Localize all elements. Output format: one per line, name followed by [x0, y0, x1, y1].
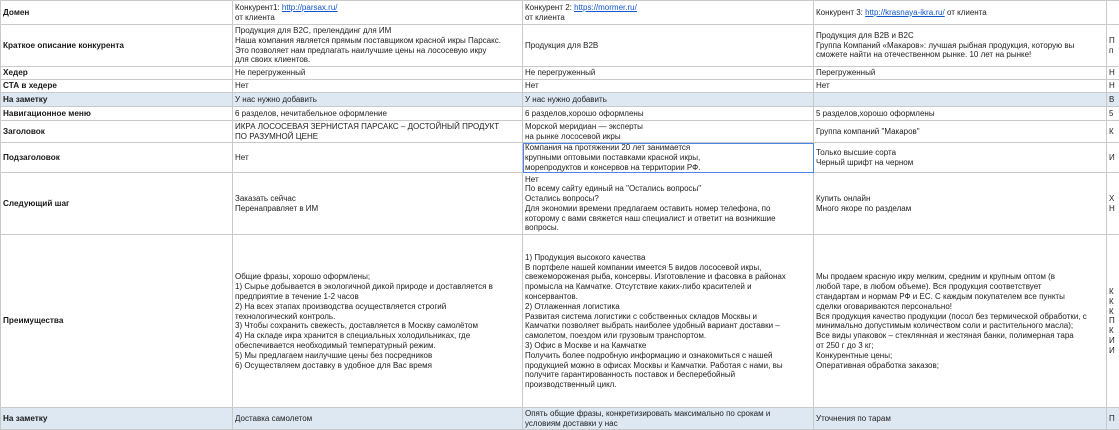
cell-c3-advantages[interactable]: Мы продаем красную икру мелким, средним и крупным оптом (в любой таре, в любом объеме). Вся продукция соответствует стандартам и нормам РФ и ЕС. С каждым покупателем все пункты сделки оговариваются персонально! Вся продукция качество продукции (посол без термической обработки, с минимально допустимым количеством соли и растительного масла); Все виды упаковок – стеклянная и жестяная банки, полимерная тара от 250 г до 3 кг; Конкурентные цены; Оперативная обработка заказов;: [814, 235, 1107, 408]
cell-c4-header[interactable]: Н: [1107, 67, 1119, 80]
cell-c4-description[interactable]: П п: [1107, 25, 1119, 67]
cell-c3-header[interactable]: Перегруженный: [814, 67, 1107, 80]
competitor-2-link[interactable]: https://mormer.ru/: [574, 2, 637, 12]
prefix: Конкурент1:: [235, 2, 282, 12]
cell-competitor-1-domain[interactable]: [233, 1, 523, 25]
suffix: от клиента: [235, 12, 275, 22]
cell-c2-cta[interactable]: Нет: [523, 80, 814, 93]
row-label-description[interactable]: Краткое описание конкурента: [1, 25, 233, 67]
cell-c3-title[interactable]: Группа компаний "Макаров": [814, 121, 1107, 143]
table-row: [1, 408, 1119, 430]
cell-competitor-2-domain[interactable]: [523, 1, 814, 25]
cell-c1-cta[interactable]: Нет: [233, 80, 523, 93]
row-label-title[interactable]: Заголовок: [1, 121, 233, 143]
prefix: Конкурент 2:: [525, 2, 575, 12]
cell-c1-next-step[interactable]: Заказать сейчас Перенаправляет в ИМ: [233, 173, 523, 235]
cell-competitor-3-domain[interactable]: [814, 1, 1107, 25]
cell-c2-title[interactable]: Морской меридиан — эксперты на рынке лососевой икры: [523, 121, 814, 143]
suffix: от клиента: [944, 7, 987, 17]
competitor-1-link[interactable]: http://parsax.ru/: [281, 2, 338, 12]
cell-c1-description[interactable]: Продукция для В2С, преленддинг для ИМ Наша компания является прямым поставщиком красной икры Парсакс. Это позволяет нам предлагать наилучшие цены на лососевую икру для своих клиентов.: [233, 25, 523, 67]
cell-c3-description[interactable]: Продукция для В2В и В2С Группа Компаний «Макаров»: лучшая рыбная продукция, которую вы сможете найти на отечественном рынке. 10 лет на рынке!: [814, 25, 1107, 67]
cell-c2-header[interactable]: Не перегруженный: [523, 67, 814, 80]
cell-c1-note-2[interactable]: Доставка самолетом: [233, 408, 523, 430]
row-label-note-2[interactable]: На заметку: [1, 408, 233, 430]
cell-c3-note[interactable]: [814, 93, 1107, 107]
row-label-header[interactable]: Хедер: [1, 67, 233, 80]
row-label-advantages[interactable]: Преимущества: [1, 235, 233, 408]
cell-c3-navigation[interactable]: 5 разделов,хорошо оформлены: [814, 107, 1107, 121]
cell-c1-title[interactable]: ИКРА ЛОСОСЕВАЯ ЗЕРНИСТАЯ ПАРСАКС – ДОСТОЙНЫЙ ПРОДУКТ ПО РАЗУМНОЙ ЦЕНЕ: [233, 121, 523, 143]
competitor-3-link[interactable]: http://krasnaya-ikra.ru/: [865, 7, 945, 17]
table-row: [1, 25, 1119, 67]
cell-c4-note-2[interactable]: П: [1107, 408, 1119, 430]
cell-c3-subtitle[interactable]: Только высшие сорта Черный шрифт на черном: [814, 143, 1107, 173]
suffix: от клиента: [525, 12, 565, 22]
cell-competitor-4-domain[interactable]: [1107, 1, 1119, 25]
row-label-next-step[interactable]: Следующий шаг: [1, 173, 233, 235]
cell-c4-navigation[interactable]: 5: [1107, 107, 1119, 121]
cell-c2-note[interactable]: У нас нужно добавить: [523, 93, 814, 107]
cell-c4-cta[interactable]: Н: [1107, 80, 1119, 93]
cell-c2-next-step[interactable]: Нет По всему сайту единый на "Остались вопросы" Остались вопросы? Для экономии времени предлагаем оставить номер телефона, по которому с вами свяжется наш специалист и ответит на возникшие вопросы.: [523, 173, 814, 235]
cell-c4-subtitle[interactable]: И: [1107, 143, 1119, 173]
cell-c4-note[interactable]: В: [1107, 93, 1119, 107]
cell-c2-note-2[interactable]: Опять общие фразы, конкретизировать максимально по срокам и условиям доставки у нас: [523, 408, 814, 430]
table-row: [1, 143, 1119, 173]
table-row: [1, 121, 1119, 143]
row-label-domain[interactable]: Домен: [1, 1, 233, 25]
cell-c1-note[interactable]: У нас нужно добавить: [233, 93, 523, 107]
cell-c4-advantages[interactable]: К К К П К И И: [1107, 235, 1119, 408]
cell-c2-description[interactable]: Продукция для В2В: [523, 25, 814, 67]
cell-c4-next-step[interactable]: Х Н: [1107, 173, 1119, 235]
cell-c3-cta[interactable]: Нет: [814, 80, 1107, 93]
cell-c4-title[interactable]: К: [1107, 121, 1119, 143]
cell-c1-advantages[interactable]: Общие фразы, хорошо оформлены; 1) Сырье добывается в экологичной дикой природе и доставляется в предприятие в течение 1-2 часов 2) На всех этапах производства осуществляется строгий технологический контроль. 3) Чтобы сохранить свежесть, доставляется в Москву самолётом 4) На складе икра хранится в специальных холодильниках, где обеспечивается необходимый температурный режим. 5) Мы предлагаем наилучшие цены без посредников 6) Осуществляем доставку в удобное для Вас время: [233, 235, 523, 408]
row-label-note[interactable]: На заметку: [1, 93, 233, 107]
cell-c1-subtitle[interactable]: Нет: [233, 143, 523, 173]
cell-c2-navigation[interactable]: 6 разделов,хорошо оформлены: [523, 107, 814, 121]
row-label-navigation[interactable]: Навигационное меню: [1, 107, 233, 121]
table-row: [1, 80, 1119, 93]
cell-c1-navigation[interactable]: 6 разделов, нечитабельное оформление: [233, 107, 523, 121]
cell-c3-next-step[interactable]: Купить онлайн Много якоре по разделам: [814, 173, 1107, 235]
table-row: [1, 67, 1119, 80]
row-label-cta[interactable]: СТА в хедере: [1, 80, 233, 93]
cell-c2-subtitle[interactable]: Компания на протяжении 20 лет занимается крупными оптовыми поставками красной икры, морепродуктов и консервов на территории РФ.: [523, 143, 814, 173]
table-row: [1, 93, 1119, 107]
table-row: [1, 1, 1119, 25]
row-label-subtitle[interactable]: Подзаголовок: [1, 143, 233, 173]
cell-c1-header[interactable]: Не перегруженный: [233, 67, 523, 80]
prefix: Конкурент 3:: [816, 7, 866, 17]
cell-c3-note-2[interactable]: Уточнения по тарам: [814, 408, 1107, 430]
cell-c2-advantages[interactable]: 1) Продукция высокого качества В портфеле нашей компании имеется 5 видов лососевой икры, свежемороженая рыба, консервы. Изготовление и фасовка в районах промысла на Камчатке. Отсутствие каких-либо красителей и консервантов. 2) Отлаженная логистика Развитая система логистики с собственных складов Москвы и Камчатки позволяет выбрать наиболее удобный вариант доставки – самолетом, поездом или грузовым транспортом. 3) Офис в Москве и на Камчатке Получить более подробную информацию и ознакомиться с нашей продукцией можно в офисах Москвы и Камчатки. Работая с нами, вы получите гарантированность поставок и бесперебойный производственный цикл.: [523, 235, 814, 408]
table-row: [1, 173, 1119, 235]
table-row: [1, 107, 1119, 121]
table-row: [1, 235, 1119, 408]
